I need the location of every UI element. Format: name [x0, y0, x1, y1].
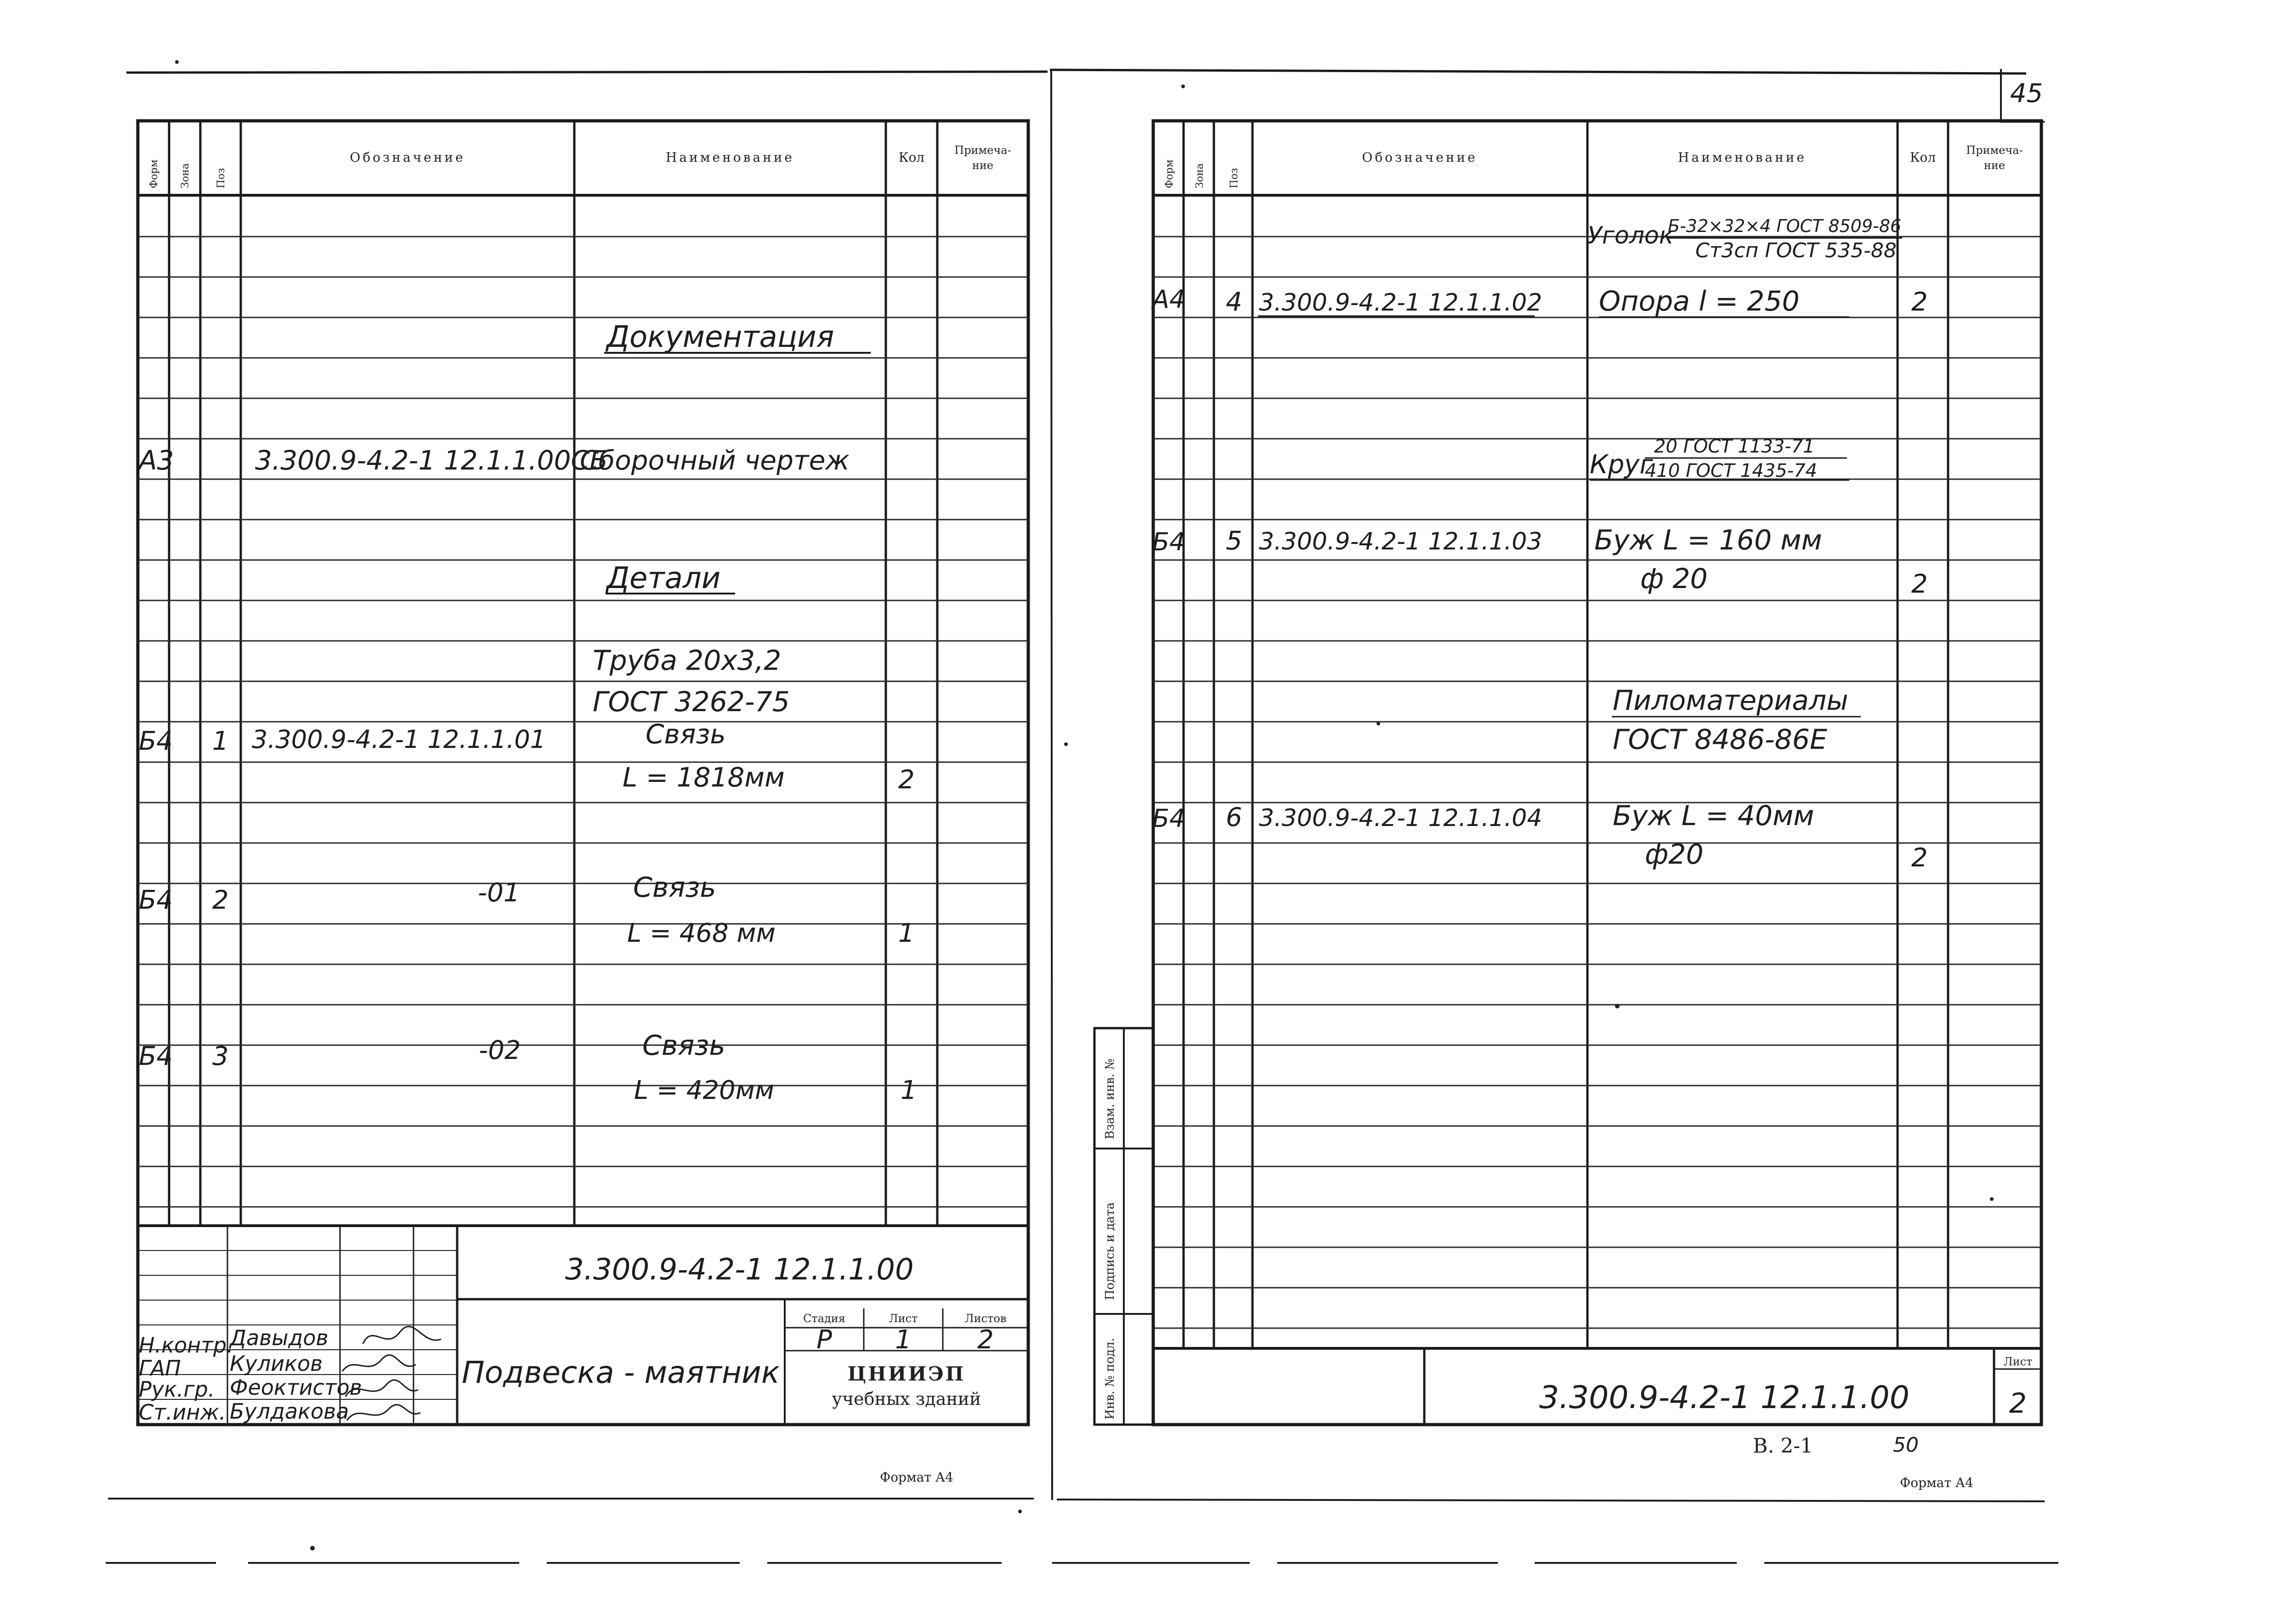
- right-header-row: [1164, 144, 2023, 188]
- entry-designation-1: 3.300.9-4.2-1 12.1.1.01: [252, 725, 546, 754]
- header-note-right-1: Примеча-: [1966, 144, 2023, 157]
- entry-qty-5: 2: [1911, 569, 1928, 599]
- entry-qty-1: 2: [898, 765, 915, 795]
- entry-designation-3: -02: [479, 1036, 521, 1065]
- entry-lumber-gost: ГОСТ 8486-86Е: [1613, 724, 1827, 756]
- entry-name-assembly-drawing: Сборочный чертеж: [580, 445, 850, 476]
- signer-role-4: Ст.инж.: [139, 1400, 226, 1425]
- entry-designation-2: -01: [478, 878, 520, 908]
- signature-2: [342, 1355, 416, 1371]
- entry-name-bushing-2: Буж L = 40мм: [1613, 800, 1814, 832]
- header-note-2: ние: [972, 159, 994, 172]
- entry-pos-4: 4: [1226, 287, 1242, 317]
- stage-label: Стадия: [803, 1312, 845, 1325]
- entry-pos-6: 6: [1226, 803, 1242, 832]
- entry-angle: Уголок: [1587, 222, 1674, 249]
- entry-length-3: L = 420мм: [634, 1075, 775, 1105]
- left-header-row: [148, 144, 1011, 188]
- entry-designation-5: 3.300.9-4.2-1 12.1.1.03: [1259, 528, 1542, 555]
- page-number-box: [2001, 69, 2045, 122]
- entry-qty-6: 2: [1911, 843, 1928, 873]
- entry-round-bar-spec: 20 ГОСТ 1133-71: [1654, 436, 1815, 457]
- header-designation-right: Обозначение: [1362, 150, 1478, 165]
- org-name: ЦНИИЭП: [847, 1363, 966, 1385]
- stage-value: Р: [816, 1325, 832, 1355]
- left-doc-code: 3.300.9-4.2-1 12.1.1.00: [565, 1253, 914, 1287]
- signer-role-1: Н.контр.: [139, 1333, 233, 1358]
- header-pos: Поз: [215, 168, 227, 188]
- entry-pos-3: 3: [212, 1041, 229, 1071]
- entry-qty-4: 2: [1911, 287, 1928, 317]
- entry-lumber: Пиломатериалы: [1613, 685, 1848, 717]
- left-title-block: [138, 1226, 1028, 1425]
- header-qty: Кол: [898, 150, 925, 165]
- header-name: Наименование: [666, 150, 794, 165]
- entry-pos-2: 2: [212, 885, 229, 915]
- entry-pos-5: 5: [1226, 526, 1242, 556]
- header-pos-right: Поз: [1229, 168, 1240, 188]
- left-title: Подвеска - маятник: [462, 1355, 780, 1390]
- entry-designation-assembly: 3.300.9-4.2-1 12.1.1.00СБ: [255, 445, 608, 476]
- entry-form-b4-3: Б4: [139, 1041, 173, 1071]
- bottom-note-variant: В. 2-1: [1753, 1434, 1813, 1458]
- right-side-labels: [1103, 1058, 1117, 1420]
- entry-pipe-gost: ГОСТ 3262-75: [593, 686, 790, 718]
- entry-designation-6: 3.300.9-4.2-1 12.1.1.04: [1259, 804, 1542, 832]
- right-format-label: Формат А4: [1900, 1475, 1973, 1490]
- entry-pipe: Труба 20х3,2: [593, 645, 782, 677]
- header-zone: Зона: [180, 163, 191, 188]
- entry-diameter-1: ф 20: [1640, 563, 1708, 595]
- page-number: 45: [2010, 79, 2043, 108]
- sheet-value: 1: [895, 1325, 912, 1355]
- entry-name-support: Опора l = 250: [1599, 285, 1800, 317]
- entry-name-link-3: Связь: [642, 1030, 725, 1062]
- left-specification-sheet: [138, 121, 1028, 1425]
- entry-parts: Детали: [606, 561, 721, 595]
- bottom-note-page: 50: [1893, 1433, 1919, 1457]
- org-subtitle: учебных зданий: [832, 1389, 981, 1409]
- signer-name-1: Давыдов: [230, 1325, 329, 1350]
- entry-angle-material: Ст3сп ГОСТ 535-88: [1695, 239, 1897, 262]
- entry-qty-2: 1: [898, 918, 915, 948]
- header-note-right-2: ние: [1983, 159, 2006, 172]
- header-zone-right: Зона: [1194, 163, 1206, 188]
- entry-pos-1: 1: [212, 726, 229, 756]
- entry-length-1: L = 1818мм: [623, 762, 785, 793]
- signer-name-2: Куликов: [230, 1351, 323, 1376]
- entry-name-bushing-1: Буж L = 160 мм: [1594, 524, 1822, 556]
- entry-form-b4-6: Б4: [1152, 804, 1185, 833]
- right-doc-code: 3.300.9-4.2-1 12.1.1.00: [1539, 1380, 1910, 1416]
- signature-1: [363, 1326, 441, 1344]
- entry-form-b4-1: Б4: [139, 726, 173, 756]
- right-sheet-number: 2: [2009, 1387, 2027, 1420]
- entry-length-2: L = 468 мм: [627, 918, 776, 948]
- side-label-signature-date: Подпись и дата: [1103, 1202, 1117, 1300]
- entry-round-bar: Круг: [1590, 450, 1653, 480]
- entry-documentation: Документация: [606, 320, 834, 354]
- entry-designation-4: 3.300.9-4.2-1 12.1.1.02: [1259, 289, 1542, 317]
- entry-name-link-1: Связь: [646, 719, 726, 750]
- header-qty-right: Кол: [1909, 150, 1936, 165]
- entry-form-b4-5: Б4: [1152, 527, 1185, 556]
- entry-qty-3: 1: [901, 1075, 917, 1105]
- right-title-block: [1539, 1355, 2032, 1420]
- entry-form-a3: А3: [139, 445, 174, 476]
- sheets-value: 2: [977, 1325, 994, 1355]
- header-note-1: Примеча-: [954, 144, 1011, 157]
- header-designation: Обозначение: [350, 150, 465, 165]
- sheet-label: Лист: [889, 1312, 918, 1325]
- entry-name-link-2: Связь: [633, 871, 716, 904]
- right-entries: [1151, 216, 1928, 873]
- signer-name-3: Феоктистов: [230, 1375, 362, 1400]
- entry-diameter-2: ф20: [1645, 838, 1704, 871]
- signature-4: [347, 1405, 420, 1420]
- entry-round-bar-material: 410 ГОСТ 1435-74: [1645, 460, 1818, 481]
- right-sheet-label: Лист: [2003, 1355, 2033, 1368]
- entry-angle-spec: Б-32×32×4 ГОСТ 8509-86: [1668, 216, 1902, 236]
- header-form-right: Форм: [1164, 159, 1175, 188]
- side-label-replacement-inv: Взам. инв. №: [1103, 1058, 1117, 1139]
- header-name-right: Наименование: [1678, 150, 1807, 165]
- side-label-original-inv: Инв. № подл.: [1103, 1338, 1117, 1420]
- left-entries: [137, 320, 917, 1105]
- signer-role-3: Рук.гр.: [139, 1377, 215, 1402]
- left-format-label: Формат А4: [880, 1470, 953, 1485]
- entry-form-a4-4: А4: [1152, 285, 1185, 314]
- signer-name-4: Булдакова: [230, 1399, 349, 1424]
- entry-form-b4-2: Б4: [139, 885, 173, 915]
- sheets-label: Листов: [964, 1312, 1007, 1325]
- signer-role-2: ГАП: [139, 1356, 181, 1381]
- header-form: Форм: [148, 159, 160, 188]
